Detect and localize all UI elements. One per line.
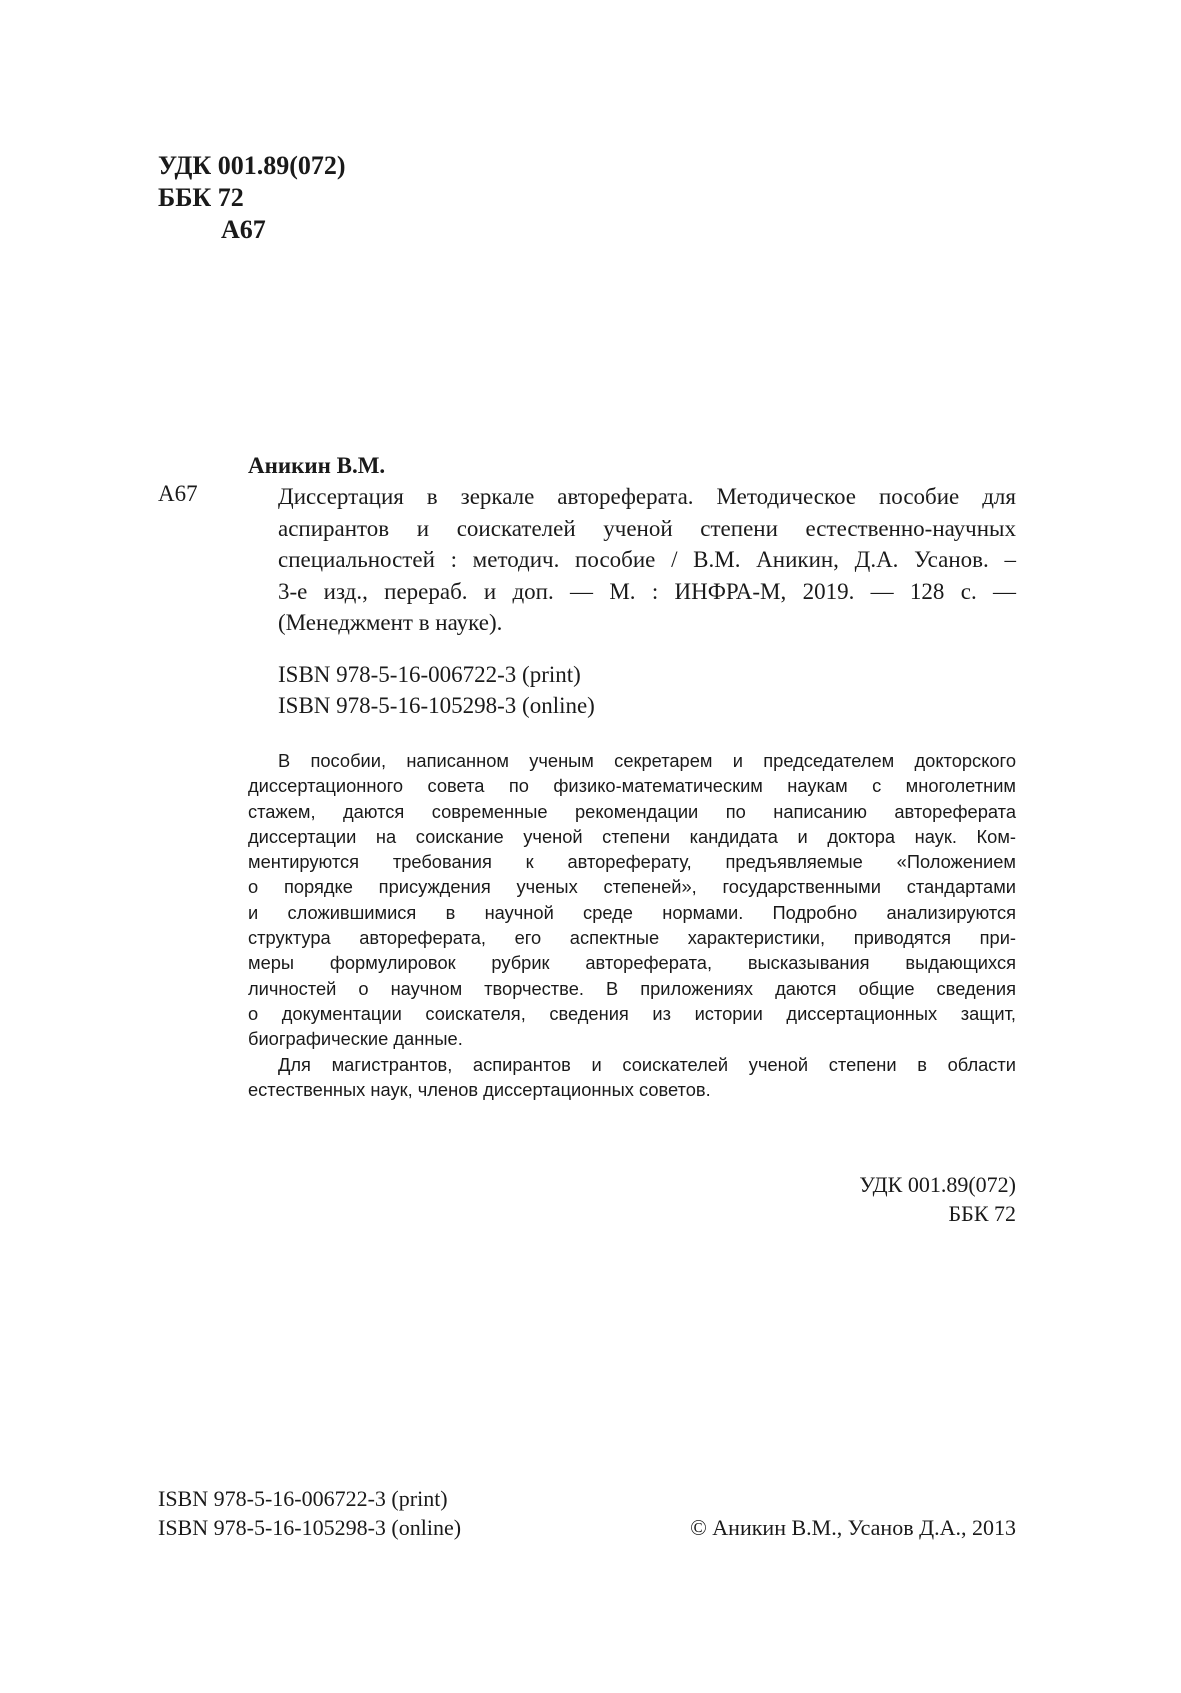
abstract-line: В пособии, написанном ученым секретарем и председателем докторского — [278, 750, 1016, 771]
abstract — [248, 748, 1016, 1102]
bib-line: аспирантов и соискателей ученой степени естественно-научных — [278, 515, 1016, 541]
bib-line: 3-е изд., перераб. и доп. — М. : ИНФРА-М, 2019. — 128 с. — — [278, 578, 1016, 604]
abstract-line: меры формулировок рубрик автореферата, высказывания выдающихся — [248, 952, 1016, 974]
bibliographic-description — [278, 481, 1016, 639]
bbk-code: ББК 72 — [158, 183, 244, 212]
bib-line: (Менеджмент в науке). — [278, 610, 503, 635]
bbk-code-right: ББК 72 — [948, 1201, 1016, 1226]
abstract-line: личностей о научном творчестве. В приложениях даются общие сведения — [248, 977, 1016, 999]
bib-line: специальностей : методич. пособие / В.М. Аникин, Д.А. Усанов. – — [278, 547, 1016, 572]
udk-code: УДК 001.89(072) — [158, 151, 346, 180]
footer-isbn-online: ISBN 978-5-16-105298-3 (online) — [158, 1515, 462, 1540]
footer-isbn-print: ISBN 978-5-16-006722-3 (print) — [158, 1486, 448, 1511]
abstract-line: диссертационного совета по физико-математическим наукам с многолетним — [248, 775, 1016, 797]
classification-codes-right — [859, 1170, 1016, 1228]
abstract-line: и сложившимися в научной среде нормами. Подробно анализируются — [248, 901, 1016, 923]
abstract-line: Для магистрантов, аспирантов и соискателей ученой степени в области — [278, 1053, 1016, 1075]
udk-code-right: УДК 001.89(072) — [859, 1172, 1016, 1197]
abstract-line: ментируются требования к автореферату, предъявляемые «Положением — [248, 851, 1016, 873]
record-isbn — [278, 659, 595, 721]
author-name: Аникин В.М. — [248, 453, 386, 478]
abstract-line: стажем, даются современные рекомендации по написанию автореферата — [248, 800, 1016, 822]
abstract-line: структура автореферата, его аспектные характеристики, приводятся при- — [248, 927, 1016, 949]
author-mark-left: А67 — [158, 481, 198, 506]
isbn-online: ISBN 978-5-16-105298-3 (online) — [278, 693, 595, 718]
abstract-line: естественных наук, членов диссертационных советов. — [248, 1078, 711, 1100]
abstract-line: биографические данные. — [248, 1028, 463, 1050]
isbn-print: ISBN 978-5-16-006722-3 (print) — [278, 662, 581, 687]
abstract-line: о документации соискателя, сведения из истории диссертационных защит, — [248, 1002, 1016, 1024]
bib-line: Диссертация в зеркале автореферата. Методическое пособие для — [278, 484, 1016, 509]
copyright: © Аникин В.М., Усанов Д.А., 2013 — [690, 1515, 1016, 1540]
footer-isbn — [158, 1484, 461, 1542]
abstract-line: о порядке присуждения ученых степеней», государственными стандартами — [248, 876, 1016, 898]
abstract-line: диссертации на соискание ученой степени кандидата и доктора наук. Ком- — [248, 825, 1016, 847]
author-mark: А67 — [221, 215, 266, 244]
